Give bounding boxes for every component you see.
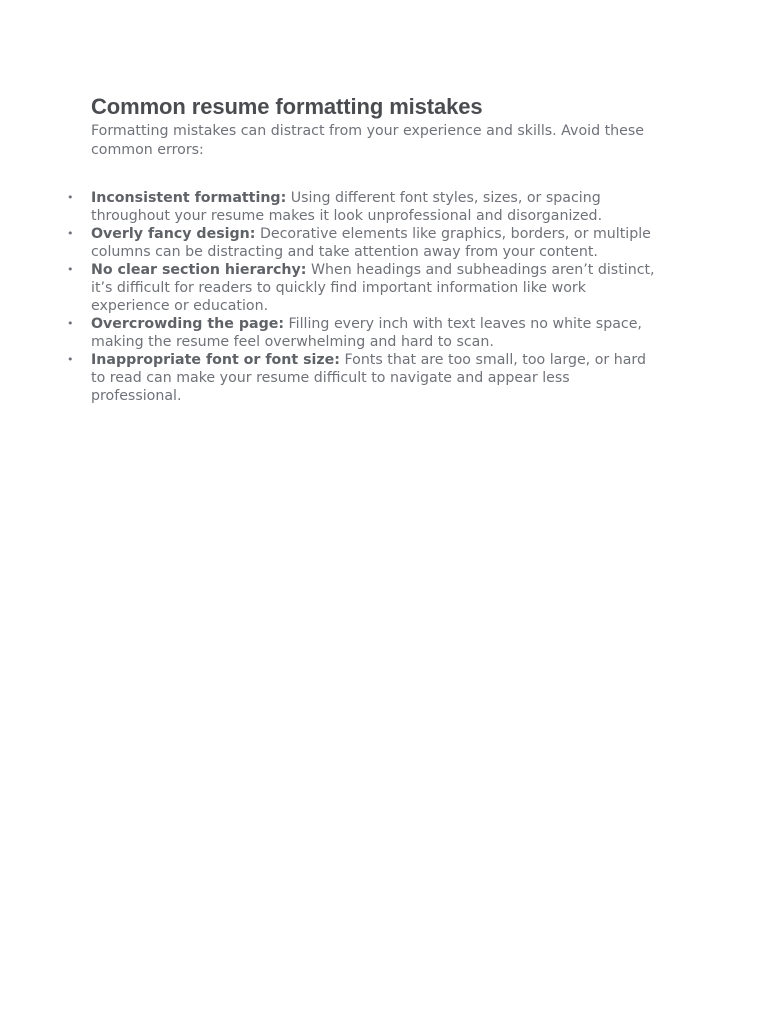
bullet-icon: • <box>67 263 74 276</box>
mistake-description: When headings and subheadings aren’t distinct, it’s difficult for readers to quickly find important information like work experience or education. <box>91 262 655 314</box>
intro-paragraph: Formatting mistakes can distract from your experience and skills. Avoid these common errors: <box>91 123 644 158</box>
mistake-term: Overly fancy design: <box>91 226 256 242</box>
page-title: Common resume formatting mistakes <box>91 94 483 119</box>
mistake-description: Filling every inch with text leaves no white space, making the resume feel overwhelming and hard to scan. <box>91 316 642 350</box>
list-item <box>67 225 661 261</box>
bullet-icon: • <box>67 227 74 240</box>
list-item <box>67 315 661 351</box>
mistake-term: Inconsistent formatting: <box>91 190 287 206</box>
bullet-icon: • <box>67 191 74 204</box>
mistake-description: Decorative elements like graphics, borders, or multiple columns can be distracting and take attention away from your content. <box>91 226 651 260</box>
bullet-icon: • <box>67 317 74 330</box>
mistake-description: Using different font styles, sizes, or spacing throughout your resume makes it look unprofessional and disorganized. <box>91 190 603 224</box>
bullet-icon: • <box>67 353 74 366</box>
document-page <box>67 92 661 405</box>
list-item <box>67 351 661 405</box>
mistake-term: Inappropriate font or font size: <box>91 352 340 368</box>
list-item <box>67 189 661 225</box>
mistake-description: Fonts that are too small, too large, or hard to read can make your resume difficult to navigate and appear less professional. <box>91 352 646 404</box>
mistake-term: Overcrowding the page: <box>91 316 285 332</box>
list-item <box>67 261 661 315</box>
mistakes-list <box>67 189 661 405</box>
mistake-term: No clear section hierarchy: <box>91 262 307 278</box>
